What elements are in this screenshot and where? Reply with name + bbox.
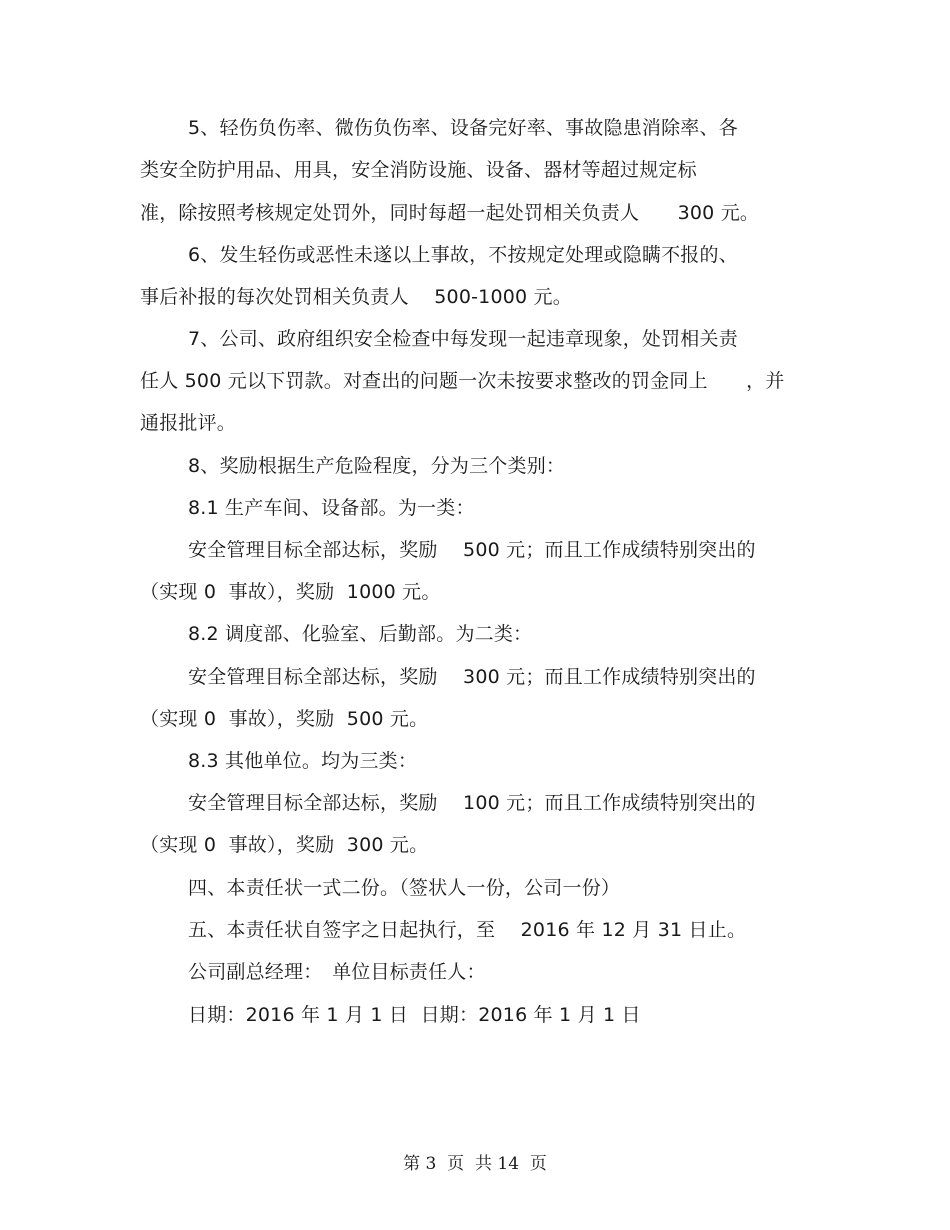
paragraph-5-line-2: 类安全防护用品、用具，安全消防设施、设备、器材等超过规定标 [140,159,697,181]
page-footer: 第 3 页 共 14 页 [403,1154,547,1174]
signature-line: 公司副总经理： 单位目标责任人： [188,961,486,983]
section-8-2-line-2: （实现 0 事故），奖励 500 元。 [140,708,429,730]
paragraph-7-line-1: 7、公司、政府组织安全检查中每发现一起违章现象，处罚相关责 [188,328,738,350]
paragraph-5-line-1: 5、轻伤负伤率、微伤负伤率、设备完好率、事故隐患消除率、各 [188,117,738,139]
clause-5: 五、本责任状自签字之日起执行，至 2016 年 12 月 31 日止。 [188,919,747,941]
paragraph-6-line-1: 6、发生轻伤或恶性未遂以上事故，不按规定处理或隐瞒不报的、 [188,244,738,266]
section-8-1-line-2: （实现 0 事故），奖励 1000 元。 [140,581,441,603]
paragraph-5-line-3: 准，除按照考核规定处罚外，同时每超一起处罚相关负责人 300 元。 [140,202,760,224]
section-8-3-line-2: （实现 0 事故），奖励 300 元。 [140,834,429,856]
section-8-1-heading: 8.1 生产车间、设备部。为一类： [188,497,475,519]
paragraph-7-line-2: 任人 500 元以下罚款。对查出的问题一次未按要求整改的罚金同上 ，并 [140,370,785,392]
section-8-2-heading: 8.2 调度部、化验室、后勤部。为二类： [188,623,533,645]
clause-4: 四、本责任状一式二份。（签状人一份，公司一份） [188,877,621,899]
date-line: 日期：2016 年 1 月 1 日 日期：2016 年 1 月 1 日 [188,1004,641,1026]
section-8-2-line-1: 安全管理目标全部达标，奖励 300 元；而且工作成绩特别突出的 [188,666,756,688]
section-8-1-line-1: 安全管理目标全部达标，奖励 500 元；而且工作成绩特别突出的 [188,539,756,561]
section-8-3-line-1: 安全管理目标全部达标，奖励 100 元；而且工作成绩特别突出的 [188,792,756,814]
section-8-3-heading: 8.3 其他单位。均为三类： [188,750,418,772]
paragraph-8-heading: 8、奖励根据生产危险程度，分为三个类别： [188,455,566,477]
paragraph-7-line-3: 通报批评。 [140,412,237,434]
paragraph-6-line-2: 事后补报的每次处罚相关负责人 500-1000 元。 [140,286,572,308]
